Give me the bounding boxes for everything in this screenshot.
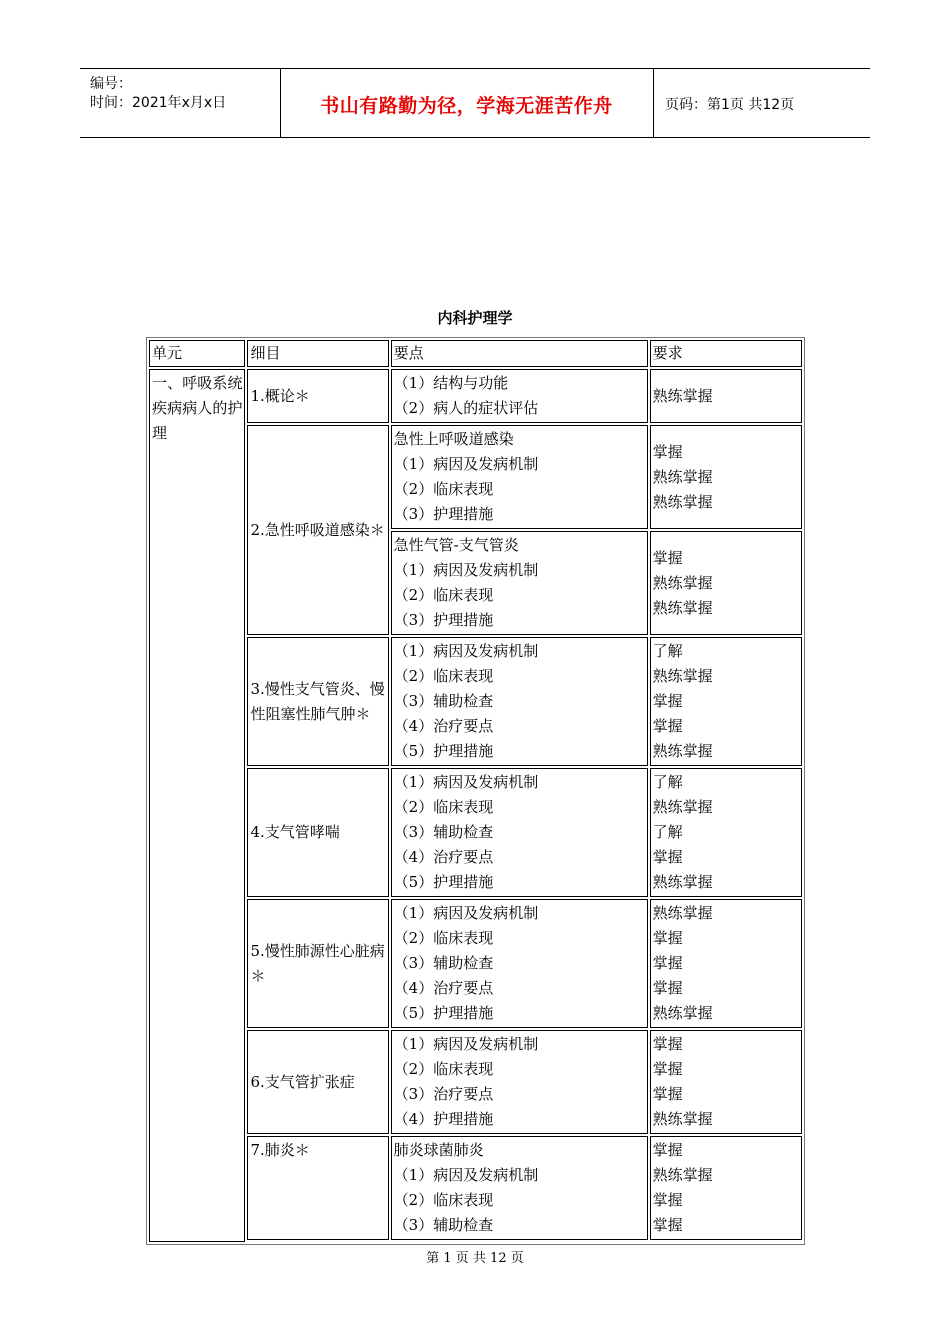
requirement-line: 掌握 xyxy=(652,929,683,947)
point-line: （2）临床表现 xyxy=(393,586,494,604)
requirement-line: 掌握 xyxy=(652,848,683,866)
point-line: （3）护理措施 xyxy=(393,611,494,629)
requirement-line: 掌握 xyxy=(652,1085,683,1103)
point-line: （3）辅助检查 xyxy=(393,954,494,972)
point-line: （4）治疗要点 xyxy=(393,848,494,866)
column-header-unit: 单元 xyxy=(149,340,245,367)
point-line: （3）护理措施 xyxy=(393,505,494,523)
points-cell xyxy=(391,369,648,423)
syllabus-table xyxy=(146,337,805,1245)
point-line: （5）护理措施 xyxy=(393,742,494,760)
requirement-cell xyxy=(650,768,802,897)
item-cell: 7.肺炎＊ xyxy=(247,1136,388,1240)
point-line: （2）病人的症状评估 xyxy=(393,399,539,417)
point-line: （1）结构与功能 xyxy=(393,374,509,392)
points-cell xyxy=(391,637,648,766)
point-line: （5）护理措施 xyxy=(393,873,494,891)
requirement-line: 了解 xyxy=(652,823,683,841)
point-line: （2）临床表现 xyxy=(393,667,494,685)
requirement-line: 了解 xyxy=(652,773,683,791)
requirement-cell xyxy=(650,531,802,635)
requirement-line: 熟练掌握 xyxy=(652,904,713,922)
requirement-line: 掌握 xyxy=(652,1060,683,1078)
point-line: （4）治疗要点 xyxy=(393,717,494,735)
points-cell xyxy=(391,899,648,1028)
points-cell xyxy=(391,425,648,529)
requirement-line: 熟练掌握 xyxy=(652,1004,713,1022)
requirement-line: 熟练掌握 xyxy=(652,573,713,592)
table-row xyxy=(149,1030,802,1134)
point-line: （2）临床表现 xyxy=(393,929,494,947)
header-meta xyxy=(90,75,226,113)
points-cell xyxy=(391,1136,648,1240)
requirement-line: 掌握 xyxy=(652,954,683,972)
table-row xyxy=(149,637,802,766)
item-cell: 5.慢性肺源性心脏病＊ xyxy=(247,899,388,1028)
column-header-points: 要点 xyxy=(391,340,648,367)
requirement-line: 掌握 xyxy=(652,1216,683,1234)
requirement-line: 熟练掌握 xyxy=(652,492,713,511)
points-cell xyxy=(391,768,648,897)
point-line: （1）病因及发病机制 xyxy=(393,1035,539,1053)
requirement-line: 熟练掌握 xyxy=(652,1110,713,1128)
point-line: （2）临床表现 xyxy=(393,1191,494,1209)
item-cell: 6.支气管扩张症 xyxy=(247,1030,388,1134)
document-header xyxy=(80,68,870,138)
requirement-line: 掌握 xyxy=(652,979,683,997)
point-line: 急性上呼吸道感染 xyxy=(393,430,514,448)
point-line: 急性气管-支气管炎 xyxy=(393,536,519,554)
requirement-line: 掌握 xyxy=(652,442,683,461)
requirement-line: 掌握 xyxy=(652,717,683,735)
item-cell: 1.概论＊ xyxy=(247,369,388,423)
point-line: （1）病因及发病机制 xyxy=(393,773,539,791)
point-line: （4）治疗要点 xyxy=(393,979,494,997)
point-line: （5）护理措施 xyxy=(393,1004,494,1022)
requirement-line: 熟练掌握 xyxy=(652,1166,713,1184)
column-header-item: 细目 xyxy=(247,340,388,367)
item-cell: 2.急性呼吸道感染＊ xyxy=(247,425,388,635)
requirement-cell xyxy=(650,1030,802,1134)
point-line: （2）临床表现 xyxy=(393,798,494,816)
point-line: （2）临床表现 xyxy=(393,1060,494,1078)
requirement-line: 掌握 xyxy=(652,1141,683,1159)
requirement-line: 熟练掌握 xyxy=(652,386,713,405)
point-line: （1）病因及发病机制 xyxy=(393,455,539,473)
point-line: 肺炎球菌肺炎 xyxy=(393,1141,484,1159)
requirement-line: 熟练掌握 xyxy=(652,742,713,760)
requirement-line: 掌握 xyxy=(652,692,683,710)
point-line: （1）病因及发病机制 xyxy=(393,904,539,922)
points-cell xyxy=(391,531,648,635)
requirement-line: 掌握 xyxy=(652,1035,683,1053)
point-line: （4）护理措施 xyxy=(393,1110,494,1128)
page-footer: 第 1 页 共 12 页 xyxy=(426,1251,524,1266)
page-title: 内科护理学 xyxy=(437,309,513,327)
requirement-cell xyxy=(650,637,802,766)
requirement-line: 熟练掌握 xyxy=(652,598,713,617)
point-line: （3）治疗要点 xyxy=(393,1085,494,1103)
point-line: （3）辅助检查 xyxy=(393,692,494,710)
point-line: （1）病因及发病机制 xyxy=(393,642,539,660)
unit-cell: 一、呼吸系统疾病病人的护理 xyxy=(149,369,245,1242)
header-divider xyxy=(653,69,654,137)
requirement-line: 熟练掌握 xyxy=(652,467,713,486)
point-line: （1）病因及发病机制 xyxy=(393,561,539,579)
point-line: （3）辅助检查 xyxy=(393,823,494,841)
table-row xyxy=(149,369,802,423)
table-row xyxy=(149,899,802,1028)
header-page-info: 页码：第1页 共12页 xyxy=(665,97,795,113)
requirement-line: 掌握 xyxy=(652,1191,683,1209)
table-header-row xyxy=(149,340,802,367)
header-motto: 书山有路勤为径，学海无涯苦作舟 xyxy=(320,95,613,117)
requirement-line: 掌握 xyxy=(652,548,683,567)
requirement-line: 了解 xyxy=(652,642,683,660)
table-row xyxy=(149,1136,802,1240)
point-line: （2）临床表现 xyxy=(393,480,494,498)
point-line: （3）辅助检查 xyxy=(393,1216,494,1234)
item-cell: 3.慢性支气管炎、慢性阻塞性肺气肿＊ xyxy=(247,637,388,766)
table-row xyxy=(149,425,802,529)
requirement-cell xyxy=(650,425,802,529)
item-cell: 4.支气管哮喘 xyxy=(247,768,388,897)
requirement-line: 熟练掌握 xyxy=(652,873,713,891)
column-header-requirement: 要求 xyxy=(650,340,802,367)
number-label: 编号： xyxy=(90,76,132,92)
points-cell xyxy=(391,1030,648,1134)
requirement-cell xyxy=(650,1136,802,1240)
requirement-line: 熟练掌握 xyxy=(652,667,713,685)
requirement-line: 熟练掌握 xyxy=(652,798,713,816)
requirement-cell xyxy=(650,369,802,423)
table-row xyxy=(149,768,802,897)
time-label: 时间：2021年x月x日 xyxy=(90,95,227,111)
requirement-cell xyxy=(650,899,802,1028)
point-line: （1）病因及发病机制 xyxy=(393,1166,539,1184)
